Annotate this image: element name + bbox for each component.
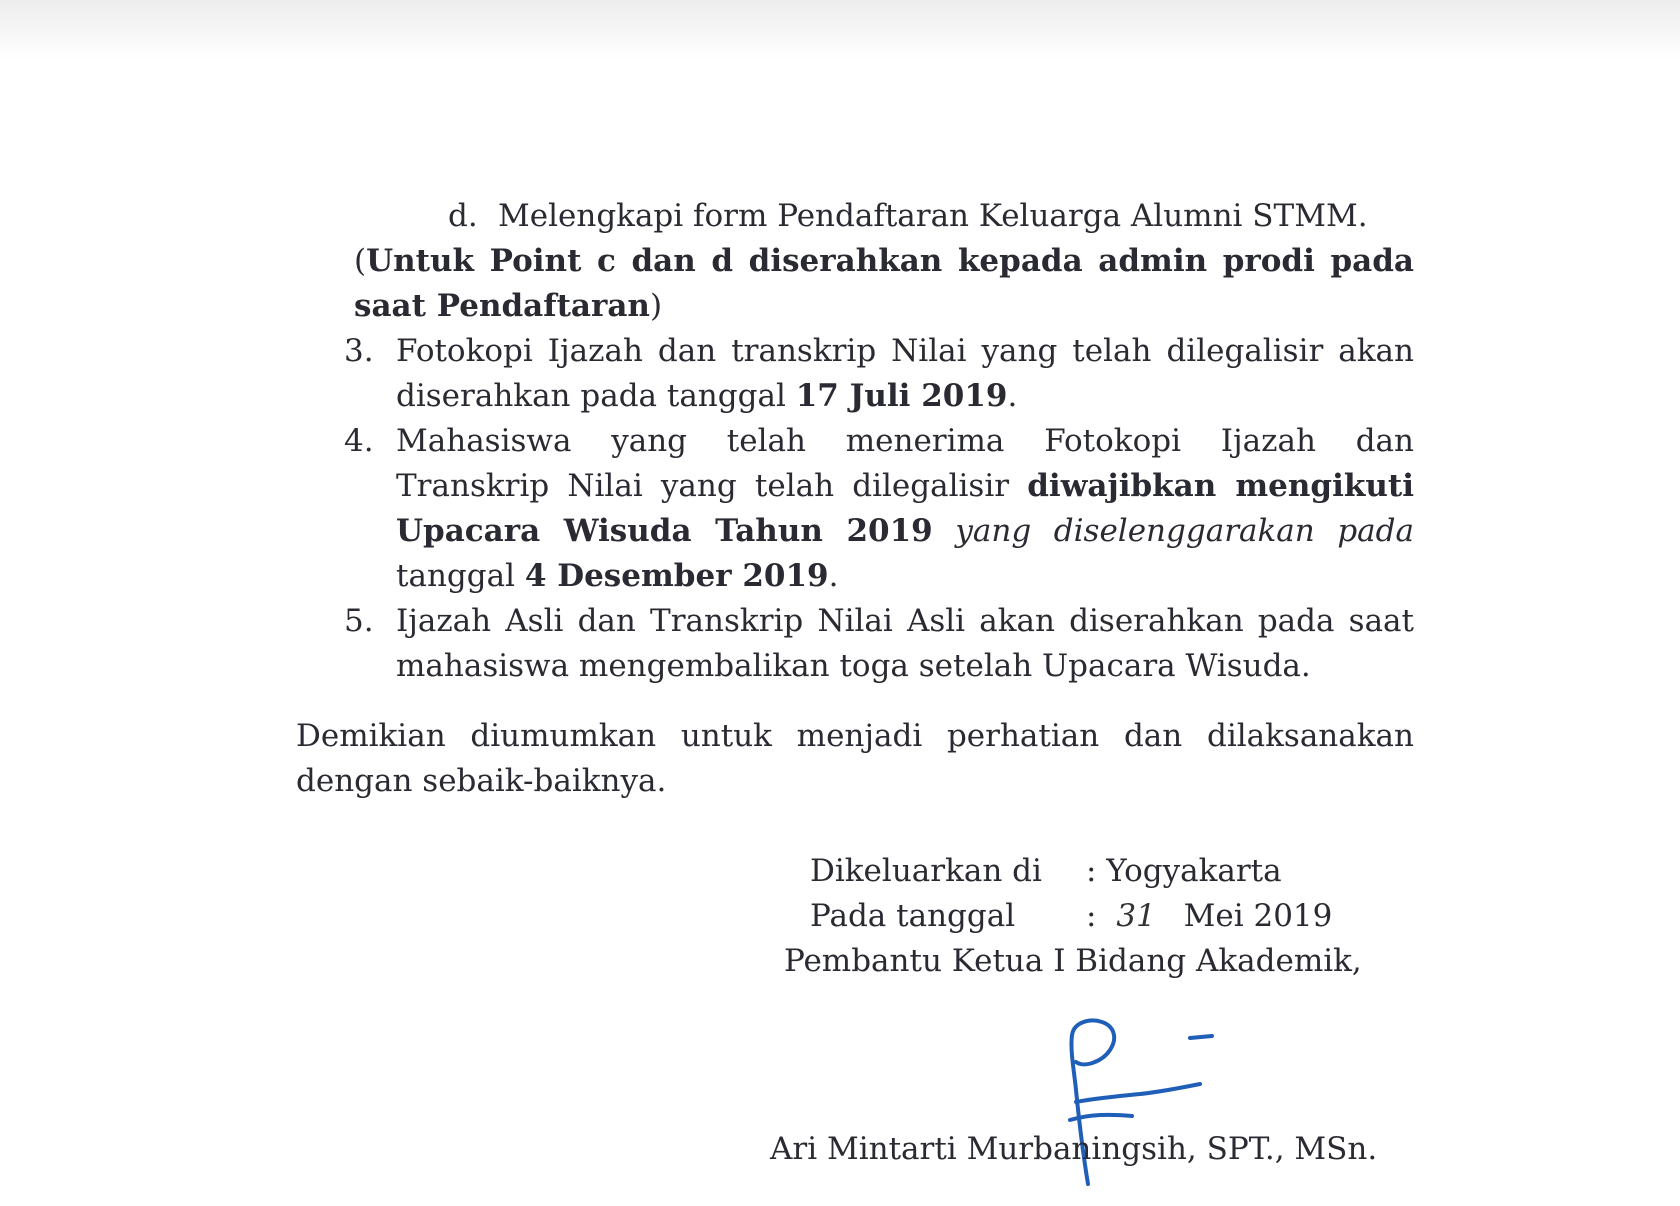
item-3-line-2: diserahkan pada tanggal 17 Juli 2019. [396,378,1018,414]
date-17-juli: 17 Juli 2019 [795,378,1008,414]
closing-line-1: Demikian diumumkan untuk menjadi perhatian dan dilaksanakan [296,718,1414,754]
date-4-desember: 4 Desember 2019 [524,558,829,594]
signer-name: Ari Mintarti Murbaningsih, SPT., MSn. [770,1131,1378,1167]
list-marker-4: 4. [344,423,374,459]
list-marker-5: 5. [344,603,374,639]
date-value: : 31 Mei 2019 [1086,898,1333,934]
note-line-1: (Untuk Point c dan d diserahkan kepada admin prodi pada [354,243,1414,279]
note-bold-text: Untuk Point c dan d diserahkan kepada admin prodi pada [366,243,1414,279]
handwritten-day: 31 [1116,898,1156,934]
date-label: Pada tanggal [810,898,1016,934]
list-marker: d. [448,198,478,234]
item-4-line-3: Upacara Wisuda Tahun 2019 yang diselenggarakan pada [396,513,1414,549]
issued-label: Dikeluarkan di [810,853,1042,889]
list-item-d [448,196,1368,236]
item-5-line-2: mahasiswa mengembalikan toga setelah Upacara Wisuda. [396,648,1311,684]
item-3-line-1: Fotokopi Ijazah dan transkrip Nilai yang telah dilegalisir akan [396,333,1414,369]
signer-position: Pembantu Ketua I Bidang Akademik, [784,943,1362,979]
item-4-line-4: tanggal 4 Desember 2019. [396,558,839,594]
list-item-text: Melengkapi form Pendaftaran Keluarga Alumni STMM. [498,198,1368,234]
issued-value: : Yogyakarta [1086,853,1282,889]
handwritten-signature [1040,1010,1240,1200]
item-4-line-2: Transkrip Nilai yang telah dilegalisir diwajibkan mengikuti [396,468,1414,504]
note-line-2: saat Pendaftaran) [354,288,663,324]
list-marker-3: 3. [344,333,374,369]
closing-line-2: dengan sebaik-baiknya. [296,763,667,799]
item-4-line-1: Mahasiswa yang telah menerima Fotokopi Ijazah dan [396,423,1414,459]
item-5-line-1: Ijazah Asli dan Transkrip Nilai Asli akan diserahkan pada saat [396,603,1414,639]
scan-shadow [0,0,1680,60]
